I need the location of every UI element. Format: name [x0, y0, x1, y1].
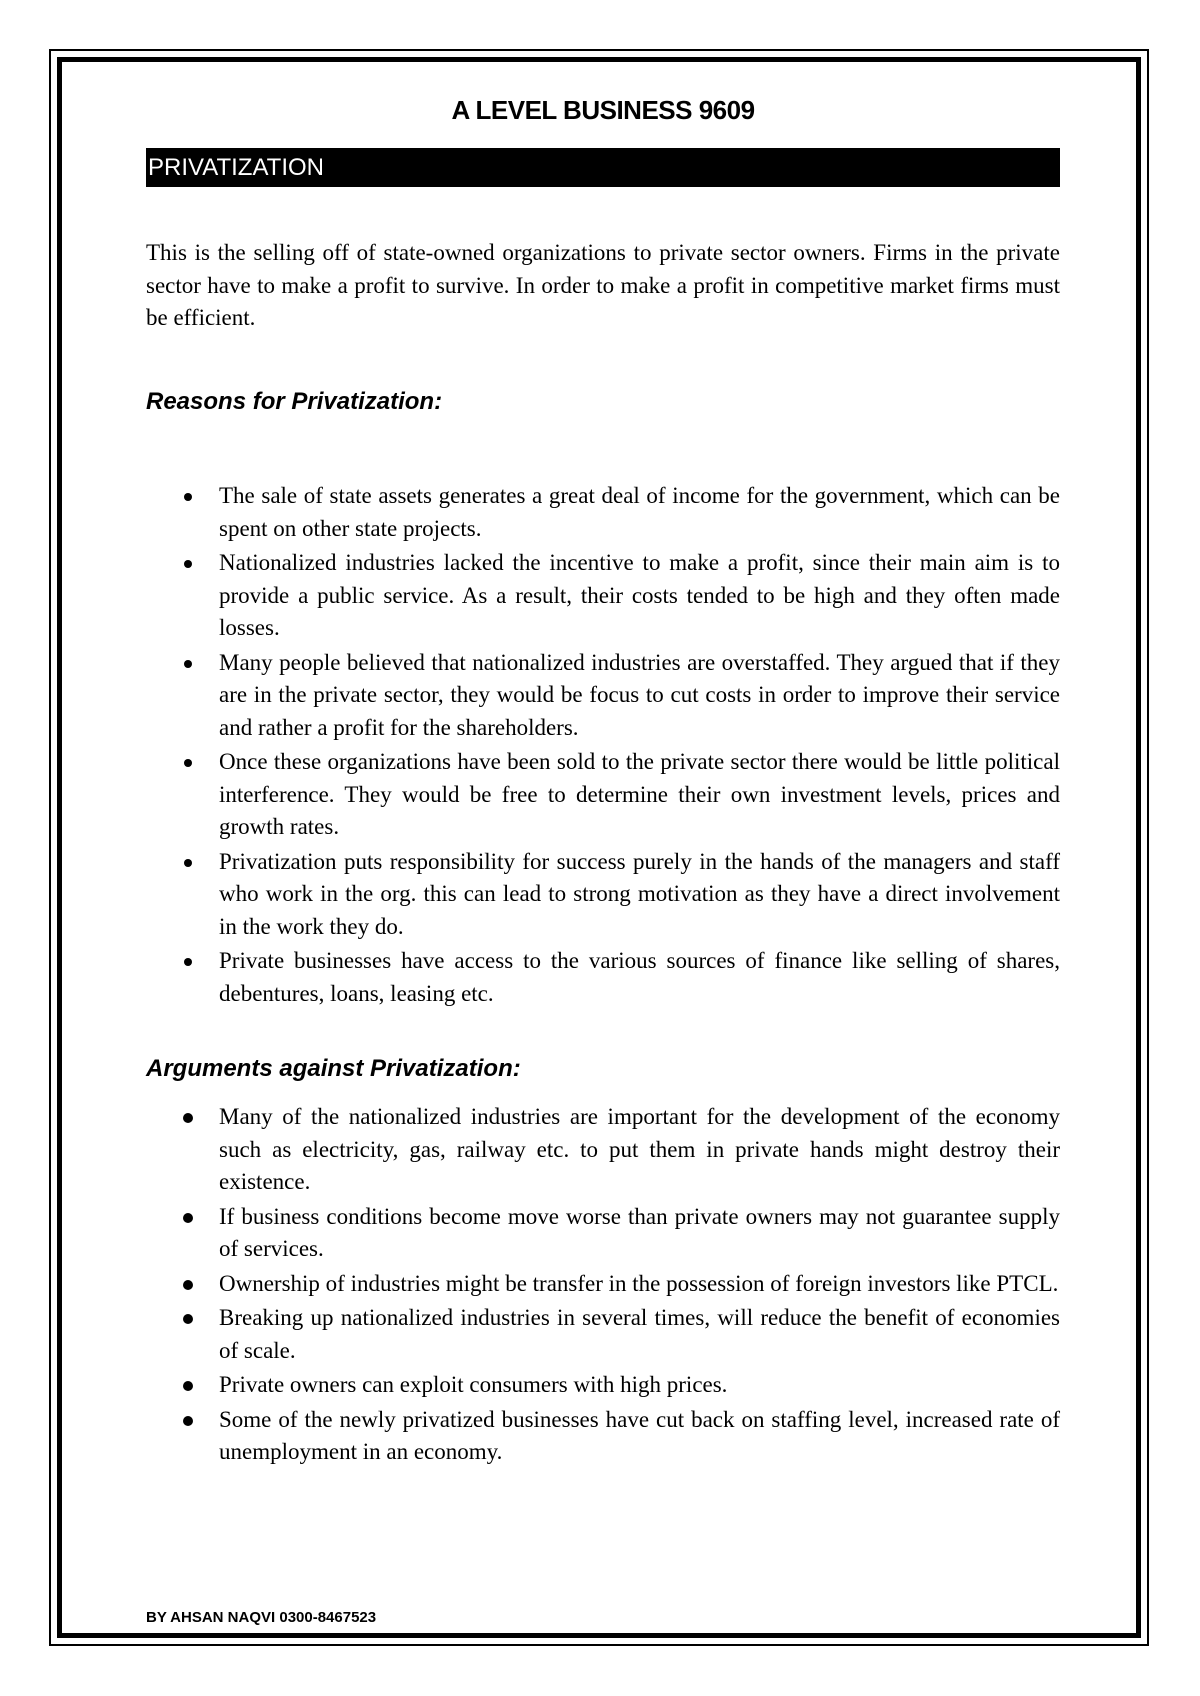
bullet-icon: [184, 660, 192, 668]
reasons-list-item: [146, 746, 1060, 844]
reasons-heading: Reasons for Privatization:: [146, 388, 443, 415]
against-item-text: Many of the nationalized industries are important for the development of the economy such as electricity, gas, railway etc. to put them in private hands might destroy their existence.: [219, 1104, 1060, 1194]
against-item-text: Private owners can exploit consumers with high prices.: [219, 1372, 728, 1397]
reasons-item-text: Once these organizations have been sold to the private sector there would be little political interference. They would be free to determine their own investment levels, prices and growth rates.: [219, 749, 1060, 839]
reasons-item-text: Private businesses have access to the various sources of finance like selling of shares, debentures, loans, leasing etc.: [219, 948, 1060, 1006]
bullet-icon: [183, 1314, 193, 1324]
reasons-item-text: Many people believed that nationalized industries are overstaffed. They argued that if they are in the private sector, they would be focus to cut costs in order to improve their service and rather a profit for the shareholders.: [219, 649, 1060, 740]
reasons-item-text: Privatization puts responsibility for success purely in the hands of the managers and staff who work in the org. this can lead to strong motivation as they have a direct involvement in the work they do.: [219, 848, 1060, 939]
bullet-icon: [183, 1113, 193, 1123]
intro-paragraph: This is the selling off of state-owned organizations to private sector owners. Firms in the private sector have to make a profit to survive. In order to make a profit in competitive market firms must be efficient.: [146, 240, 1060, 330]
bullet-icon: [184, 859, 192, 867]
against-list: [146, 1101, 1060, 1471]
against-list-item: [146, 1404, 1060, 1469]
reasons-list: [146, 480, 1060, 1012]
against-list-item: [146, 1302, 1060, 1367]
reasons-list-item: [146, 846, 1060, 944]
against-list-item: [146, 1268, 1060, 1301]
against-list-item: [146, 1101, 1060, 1199]
bullet-icon: [184, 493, 192, 501]
bullet-icon: [183, 1280, 193, 1290]
against-item-text: Ownership of industries might be transfer in the possession of foreign investors like PTCL.: [219, 1270, 1059, 1296]
bullet-icon: [183, 1416, 193, 1426]
bullet-icon: [184, 560, 192, 568]
reasons-list-item: [146, 480, 1060, 545]
page-title: A LEVEL BUSINESS 9609: [451, 95, 755, 125]
bullet-icon: [183, 1213, 193, 1223]
reasons-list-item: [146, 647, 1060, 745]
bullet-icon: [184, 958, 192, 966]
reasons-list-item: [146, 945, 1060, 1010]
against-list-item: [146, 1201, 1060, 1266]
against-list-item: [146, 1369, 1060, 1402]
against-item-text: Breaking up nationalized industries in several times, will reduce the benefit of economies of scale.: [219, 1305, 1060, 1363]
bullet-icon: [184, 759, 192, 767]
footer-author: BY AHSAN NAQVI 0300-8467523: [146, 1609, 377, 1626]
section-banner: PRIVATIZATION: [146, 148, 1060, 187]
against-item-text: If business conditions become move worse than private owners may not guarantee supply of services.: [219, 1203, 1060, 1261]
reasons-list-item: [146, 547, 1060, 645]
reasons-item-text: The sale of state assets generates a great deal of income for the government, which can be spent on other state projects.: [219, 483, 1060, 541]
against-heading: Arguments against Privatization:: [146, 1055, 521, 1082]
bullet-icon: [183, 1381, 193, 1391]
against-item-text: Some of the newly privatized businesses have cut back on staffing level, increased rate of unemployment in an economy.: [219, 1406, 1060, 1464]
reasons-item-text: Nationalized industries lacked the incentive to make a profit, since their main aim is to provide a public service. As a result, their costs tended to be high and they often made losses.: [219, 550, 1060, 640]
